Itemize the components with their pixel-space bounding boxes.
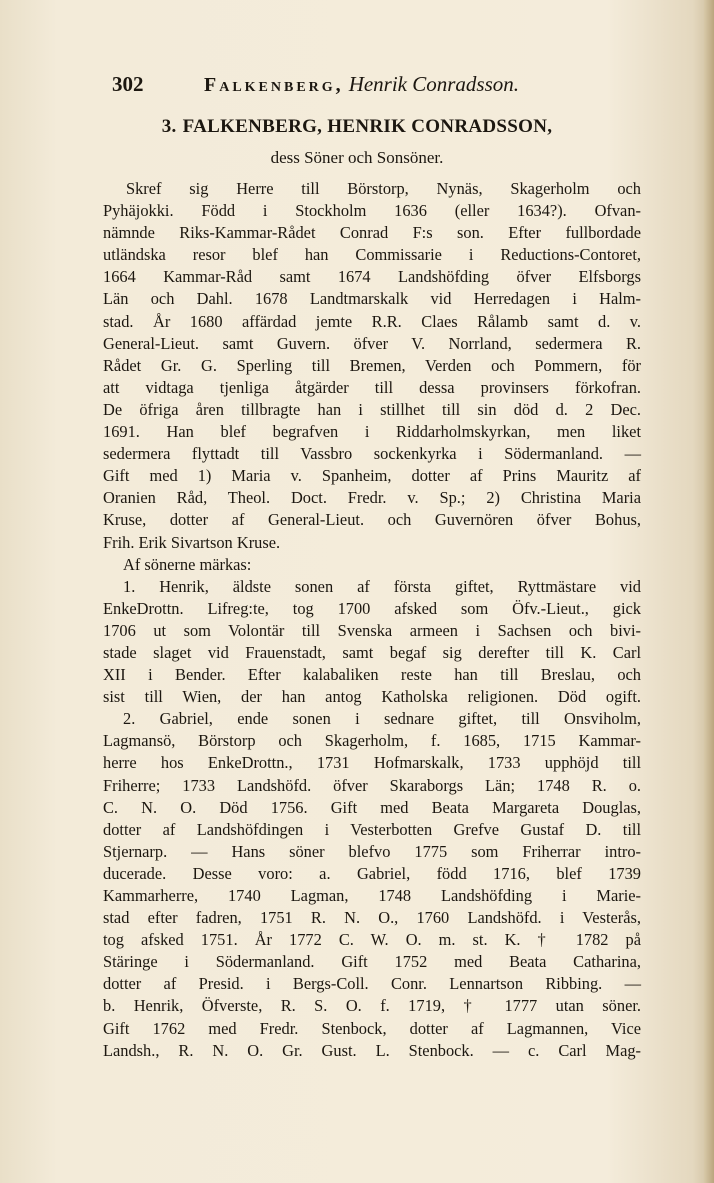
text-line: dotter af Landshöfdingen i Vesterbotten Grefve Gustaf D. till (103, 819, 641, 839)
running-head (112, 70, 672, 104)
text-line: Friherre; 1733 Landshöfd. öfver Skaraborgs Län; 1748 R. o. (103, 775, 641, 795)
running-head-title (204, 72, 519, 97)
running-head-name: Henrik Conradsson. (348, 72, 520, 96)
text-line: Pyhäjokki. Född i Stockholm 1636 (eller 1634?). Ofvan- (103, 201, 641, 221)
text-line: stad. År 1680 affärdad jemte R.R. Claes Rålamb samt d. v. (103, 311, 641, 331)
section-title: FALKENBERG, HENRIK CONRADSSON, (182, 116, 553, 137)
text-line: dotter af Presid. i Bergs-Coll. Conr. Lennartson Ribbing. — (103, 974, 641, 994)
text-line: 2. Gabriel, ende sonen i sednare giftet, till Onsviholm, (123, 709, 641, 729)
text-line: 1691. Han blef begrafven i Riddarholmskyrkan, men liket (103, 422, 641, 442)
text-line: utländska resor blef han Commissarie i Reductions-Contoret, (103, 245, 641, 265)
text-line: stade slaget vid Frauenstadt, samt begaf sig derefter till K. Carl (103, 642, 641, 662)
section-heading (0, 116, 714, 138)
text-line: herre hos EnkeDrottn., 1731 Hofmarskalk, 1733 upphöjd till (103, 753, 641, 773)
section-number: 3. (161, 116, 177, 137)
page-number: 302 (112, 72, 144, 96)
text-line: Gift 1762 med Fredr. Stenbock, dotter af Lagmannen, Vice (103, 1018, 641, 1038)
text-line: 1664 Kammar-Råd samt 1674 Landshöfding öfver Elfsborgs (103, 267, 641, 287)
text-line: Stäringe i Södermanland. Gift 1752 med Beata Catharina, (103, 952, 641, 972)
text-line: sist till Wien, der han antog Katholska religionen. Död ogift. (103, 687, 641, 707)
text-line: Skref sig Herre till Börstorp, Nynäs, Skagerholm och (126, 179, 641, 198)
text-line: XII i Bender. Efter kalabaliken reste han till Breslau, och (103, 665, 641, 685)
text-line: 1706 ut som Volontär till Svenska armeen i Sachsen och bivi- (103, 620, 641, 640)
text-line: General-Lieut. samt Guvern. öfver V. Norrland, sedermera R. (103, 333, 641, 353)
text-line: Stjernarp. — Hans söner blefvo 1775 som Friherrar intro- (103, 841, 641, 861)
text-line: ducerade. Desse voro: a. Gabriel, född 1716, blef 1739 (103, 863, 641, 883)
text-line: Gift med 1) Maria v. Spanheim, dotter af Prins Mauritz af (103, 466, 641, 486)
text-line: Län och Dahl. 1678 Landtmarskalk vid Herredagen i Halm- (103, 289, 641, 309)
text-line: stad efter fadren, 1751 R. N. O., 1760 Landshöfd. i Vesterås, (103, 908, 641, 928)
body-text (103, 178, 641, 1062)
running-head-family: Falkenberg, (204, 74, 344, 96)
text-line: tog afsked 1751. År 1772 C. W. O. m. st. K. † 1782 på (103, 930, 641, 950)
text-line: Landsh., R. N. O. Gr. Gust. L. Stenbock. — c. Carl Mag- (103, 1040, 641, 1060)
text-line: att vidtaga tjenliga åtgärder till dessa provinsers förkofran. (103, 377, 641, 397)
text-line: b. Henrik, Öfverste, R. S. O. f. 1719, † 1777 utan söner. (103, 996, 641, 1016)
text-line: nämnde Riks-Kammar-Rådet Conrad F:s son. Efter fullbordade (103, 223, 641, 243)
text-line: C. N. O. Död 1756. Gift med Beata Margareta Douglas, (103, 797, 641, 817)
text-line: Frih. Erik Sivartson Kruse. (103, 532, 281, 552)
text-line: De öfriga åren tillbragte han i stillhet till sin död d. 2 Dec. (103, 399, 641, 419)
text-line: Rådet Gr. G. Sperling till Bremen, Verden och Pommern, för (103, 355, 641, 375)
text-line: Af sönerne märkas: (123, 554, 252, 574)
text-line: Oranien Råd, Theol. Doct. Fredr. v. Sp.; 2) Christina Maria (103, 488, 641, 508)
text-line: Lagmansö, Börstorp och Skagerholm, f. 1685, 1715 Kammar- (103, 731, 641, 751)
page-edge (704, 0, 714, 1183)
text-line: Kruse, dotter af General-Lieut. och Guvernören öfver Bohus, (103, 510, 641, 530)
text-line: sedermera flyttadt till Vassbro sockenkyrka i Södermanland. — (103, 444, 641, 464)
text-line: EnkeDrottn. Lifreg:te, tog 1700 afsked som Öfv.-Lieut., gick (103, 598, 641, 618)
text-line: Kammarherre, 1740 Lagman, 1748 Landshöfding i Marie- (103, 886, 641, 905)
section-subheading: dess Söner och Sonsöner. (270, 148, 444, 167)
text-line: 1. Henrik, äldste sonen af första giftet, Ryttmästare vid (123, 576, 641, 596)
